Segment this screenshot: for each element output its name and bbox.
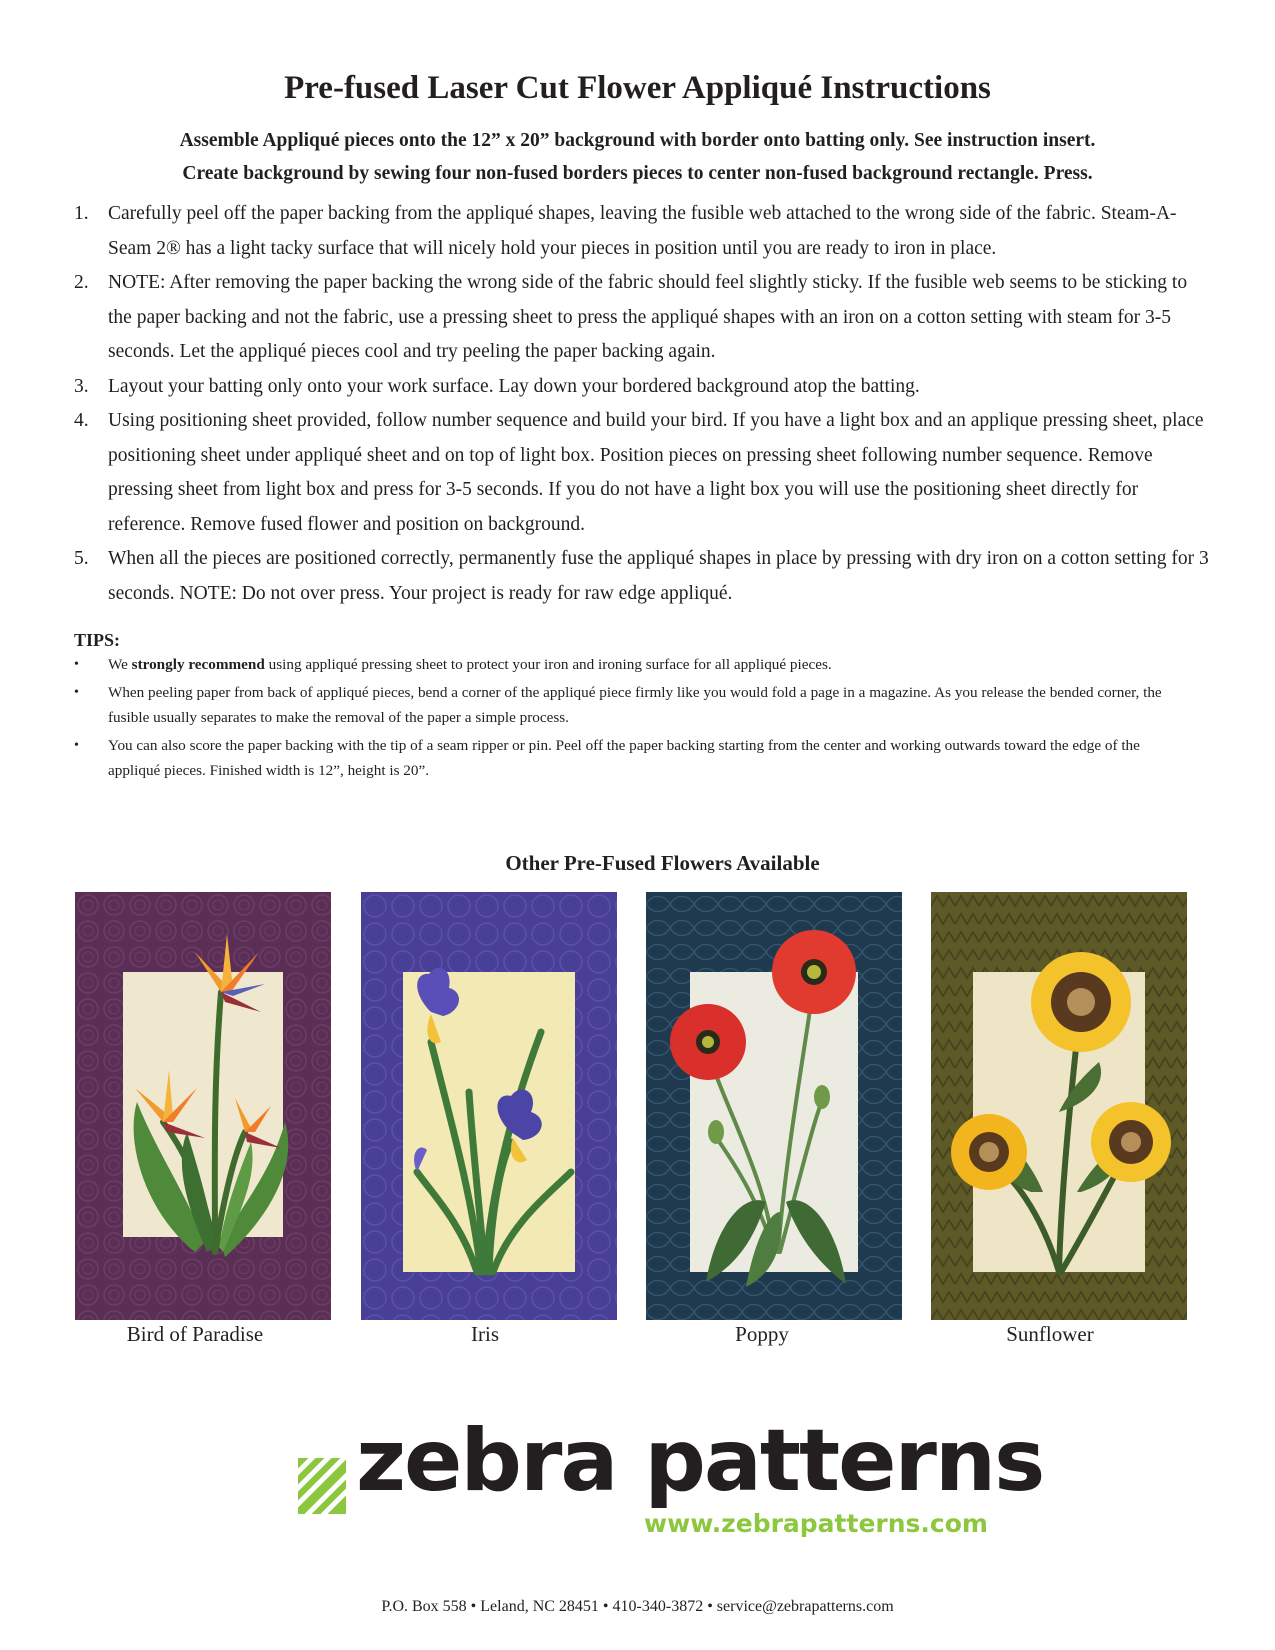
step-item — [0, 197, 1275, 266]
bird-of-paradise-image — [75, 892, 331, 1320]
bird-of-paradise-caption: Bird of Paradise — [126, 1322, 264, 1346]
bullet-icon: • — [74, 657, 79, 672]
step-text: NOTE: After removing the paper backing the wrong side of the fabric should feel slightly sticky. If the fusible web seems to be sticking to the paper backing and not the fabric, use a pressing sheet to press the appliqué shapes with an iron on a cotton setting with steam for 3-5 seconds. Let the appliqué pieces cool and try peeling the paper backing again. — [108, 272, 1188, 362]
tip-item — [0, 652, 1275, 677]
gallery-heading: Other Pre-Fused Flowers Available — [505, 851, 820, 875]
step-number: 2. — [74, 272, 89, 293]
step-text: Carefully peel off the paper backing from the appliqué shapes, leaving the fusible web attached to the wrong side of the fabric. Steam-A-Seam 2® has a light tacky surface that will nicely hold your pieces in position until you are ready to iron in place. — [108, 203, 1177, 259]
tip-text: You can also score the paper backing with the tip of a seam ripper or pin. Peel off the paper backing starting from the center and working outwards toward the edge of the appliqué pieces. Finished width is 12”, height is 20”. — [108, 737, 1140, 779]
iris-image — [361, 892, 617, 1320]
sunflower-caption: Sunflower — [1006, 1322, 1094, 1346]
bullet-icon: • — [74, 685, 79, 700]
bullet-icon: • — [74, 738, 79, 753]
step-item — [0, 266, 1275, 370]
iris-caption: Iris — [471, 1322, 499, 1346]
brand-url[interactable]: www.zebrapatterns.com — [644, 1509, 988, 1538]
step-item — [0, 404, 1275, 542]
step-text: Using positioning sheet provided, follow number sequence and build your bird. If you have a light box and an applique pressing sheet, place positioning sheet under appliqué sheet and on top of light box. Position pieces on pressing sheet following number sequence. Remove pressing sheet from light box and press for 3-5 seconds. If you do not have a light box you will use the positioning sheet directly for reference. Remove fused flower and position on background. — [108, 410, 1204, 535]
tip-emphasis: strongly recommend — [131, 656, 265, 673]
tip-item — [0, 680, 1275, 730]
step-item — [0, 542, 1275, 611]
step-number: 5. — [74, 548, 89, 569]
tips-heading: TIPS: — [74, 630, 121, 650]
step-number: 1. — [74, 203, 89, 224]
poppy-image — [646, 892, 902, 1320]
page-title: Pre-fused Laser Cut Flower Appliqué Instructions — [284, 70, 991, 106]
tip-text-start: We — [108, 656, 132, 673]
step-text: Layout your batting only onto your work surface. Lay down your bordered background atop the batting. — [108, 375, 920, 397]
tip-text-end: using appliqué pressing sheet to protect your iron and ironing surface for all appliqué pieces. — [264, 656, 832, 673]
sunflower-image — [931, 892, 1187, 1320]
tips-list — [0, 652, 1275, 786]
instruction-steps — [0, 197, 1275, 611]
step-text: When all the pieces are positioned correctly, permanently fuse the appliqué shapes in place by pressing with dry iron on a cotton setting for 3 seconds. NOTE: Do not over press. Your project is ready for raw edge appliqué. — [108, 548, 1209, 604]
tip-text: When peeling paper from back of appliqué pieces, bend a corner of the appliqué piece firmly like you would fold a page in a magazine. As you release the bended corner, the fusible usually separates to make the removal of the paper a simple process. — [108, 684, 1162, 726]
tip-item — [0, 733, 1275, 783]
step-item — [0, 370, 1275, 405]
step-number: 4. — [74, 410, 89, 431]
intro-line-2: Create background by sewing four non-fused borders pieces to center non-fused background rectangle. Press. — [182, 163, 1093, 184]
brand-name: zebra patterns — [356, 1411, 1044, 1511]
step-number: 3. — [74, 375, 89, 397]
contact-address: P.O. Box 558 • Leland, NC 28451 • 410-340-3872 • service@zebrapatterns.com — [381, 1598, 894, 1615]
zebra-stripes-icon — [298, 1458, 346, 1514]
zebra-patterns-logo — [298, 1411, 1044, 1558]
intro-line-1: Assemble Appliqué pieces onto the 12” x 20” background with border onto batting only. See instruction insert. — [179, 130, 1096, 151]
poppy-caption: Poppy — [735, 1322, 789, 1346]
